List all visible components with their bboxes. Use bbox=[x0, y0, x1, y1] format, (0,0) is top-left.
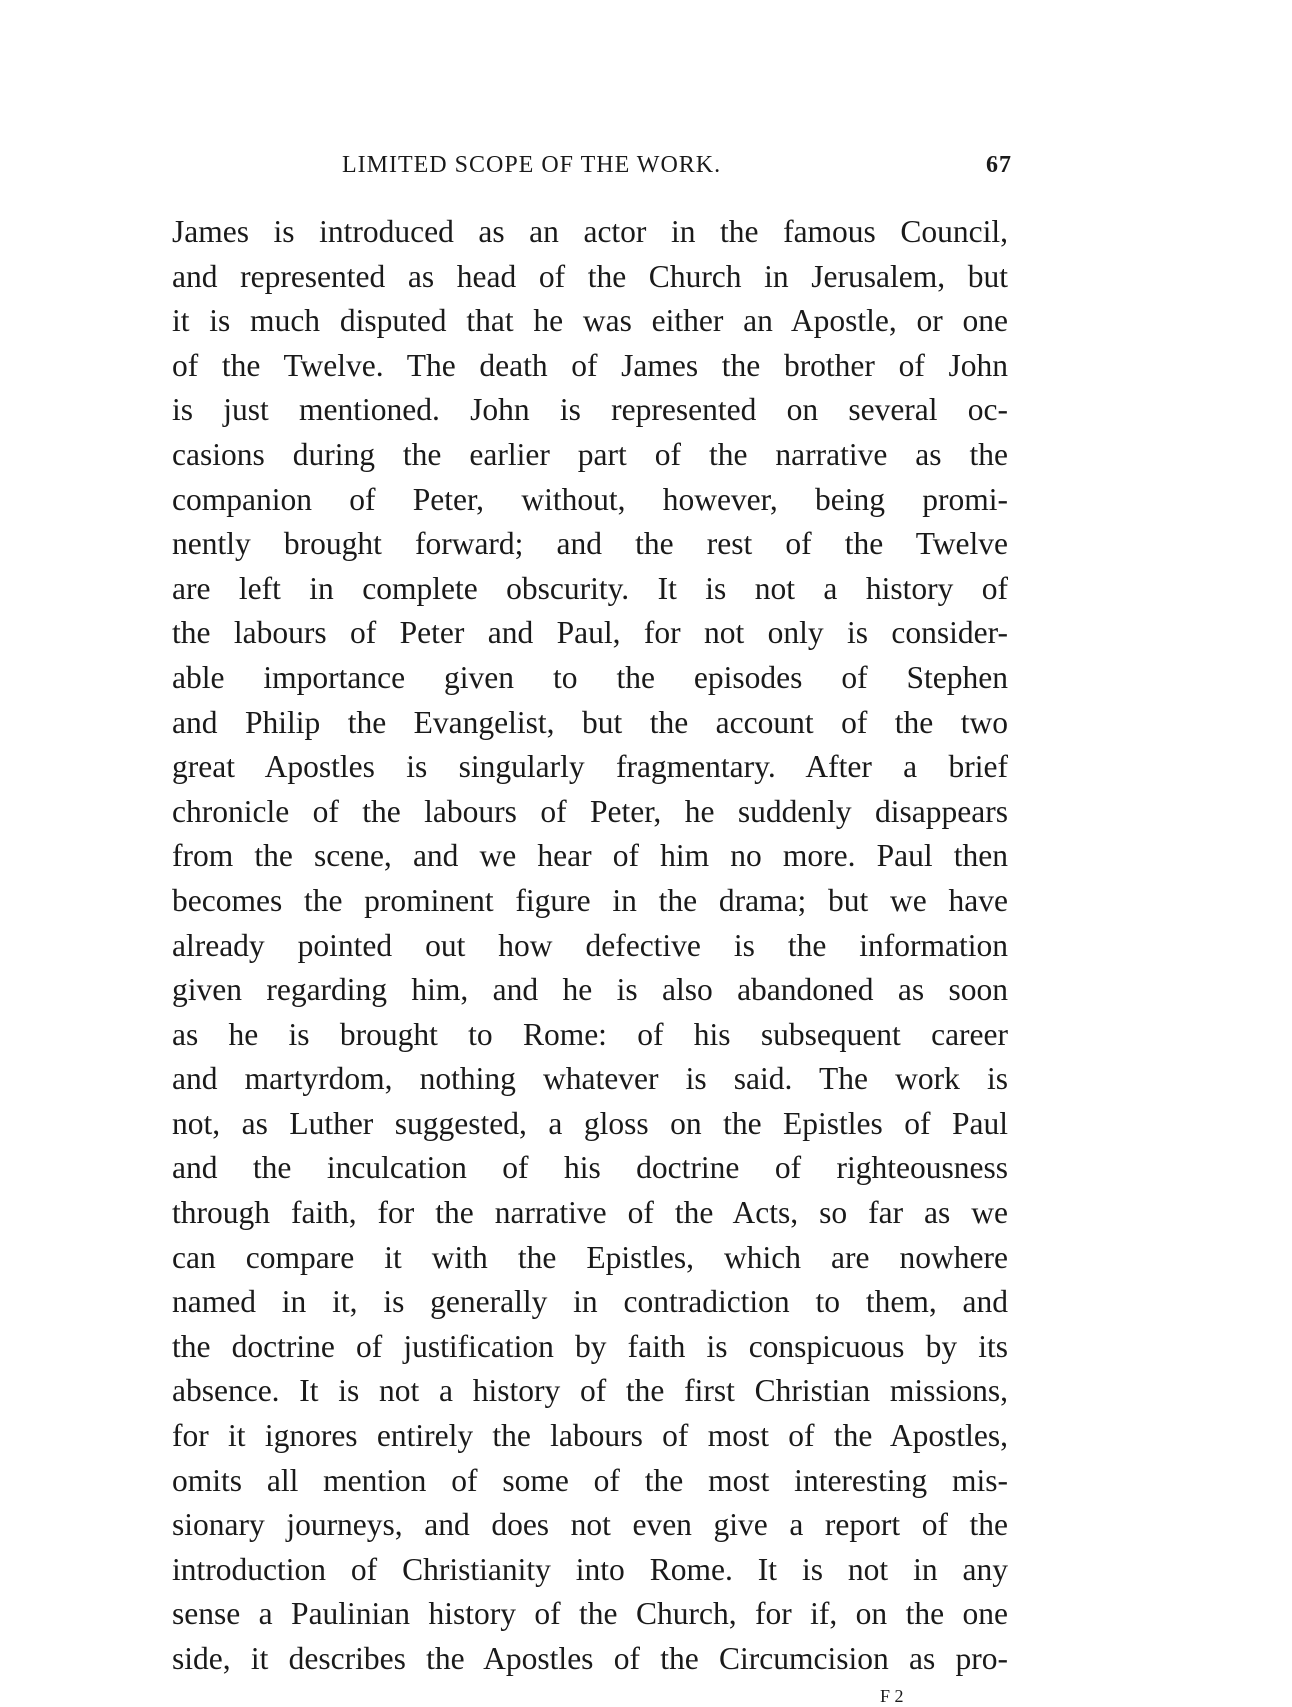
page-number: 67 bbox=[986, 152, 1012, 178]
text-line: omits all mention of some of the most interesting mis- bbox=[172, 1462, 1008, 1498]
text-line: are left in complete obscurity. It is not a history of bbox=[172, 570, 1008, 606]
text-line: chronicle of the labours of Peter, he suddenly disappears bbox=[172, 793, 1008, 829]
text-line: absence. It is not a history of the first Christian missions, bbox=[172, 1373, 1008, 1409]
text-line: side, it describes the Apostles of the Circumcision as pro- bbox=[172, 1641, 1008, 1676]
body-text bbox=[172, 210, 1008, 1682]
text-line: sense a Paulinian history of the Church, for if, on the one bbox=[172, 1596, 1008, 1632]
text-line: it is much disputed that he was either an Apostle, or one bbox=[172, 303, 1008, 339]
text-line: able importance given to the episodes of Stephen bbox=[172, 659, 1008, 695]
text-line: sionary journeys, and does not even give a report of the bbox=[172, 1507, 1008, 1543]
text-line: nently brought forward; and the rest of the Twelve bbox=[172, 526, 1008, 562]
text-line: and the inculcation of his doctrine of righteousness bbox=[172, 1150, 1008, 1186]
text-line: and represented as head of the Church in Jerusalem, but bbox=[172, 258, 1008, 294]
text-line: named in it, is generally in contradiction to them, and bbox=[172, 1284, 1008, 1320]
text-line: becomes the prominent figure in the drama; but we have bbox=[172, 882, 1008, 918]
text-line: not, as Luther suggested, a gloss on the Epistles of Paul bbox=[172, 1105, 1008, 1141]
text-line: casions during the earlier part of the narrative as the bbox=[172, 436, 1008, 472]
text-line: and martyrdom, nothing whatever is said. The work is bbox=[172, 1061, 1008, 1097]
text-line: from the scene, and we hear of him no more. Paul then bbox=[172, 838, 1008, 874]
text-line: can compare it with the Epistles, which are nowhere bbox=[172, 1239, 1008, 1275]
running-title: LIMITED SCOPE OF THE WORK. bbox=[342, 152, 722, 178]
text-line: introduction of Christianity into Rome. It is not in any bbox=[172, 1551, 1008, 1587]
text-line: of the Twelve. The death of James the brother of John bbox=[172, 347, 1008, 383]
text-line: given regarding him, and he is also abandoned as soon bbox=[172, 972, 1008, 1008]
running-head bbox=[180, 152, 1012, 184]
text-line: through faith, for the narrative of the Acts, so far as we bbox=[172, 1195, 1008, 1231]
text-line: the doctrine of justification by faith is conspicuous by its bbox=[172, 1328, 1008, 1364]
text-line: James is introduced as an actor in the famous Council, bbox=[172, 214, 1008, 249]
text-line: for it ignores entirely the labours of most of the Apostles, bbox=[172, 1418, 1008, 1454]
text-line: the labours of Peter and Paul, for not only is consider- bbox=[172, 615, 1008, 651]
signature-mark: F 2 bbox=[880, 1686, 904, 1706]
text-line: companion of Peter, without, however, being promi- bbox=[172, 481, 1008, 517]
text-line: is just mentioned. John is represented on several oc- bbox=[172, 392, 1008, 428]
text-line: already pointed out how defective is the information bbox=[172, 927, 1008, 963]
text-line: as he is brought to Rome: of his subsequent career bbox=[172, 1016, 1008, 1052]
text-line: great Apostles is singularly fragmentary. After a brief bbox=[172, 749, 1008, 785]
text-line: and Philip the Evangelist, but the account of the two bbox=[172, 704, 1008, 740]
